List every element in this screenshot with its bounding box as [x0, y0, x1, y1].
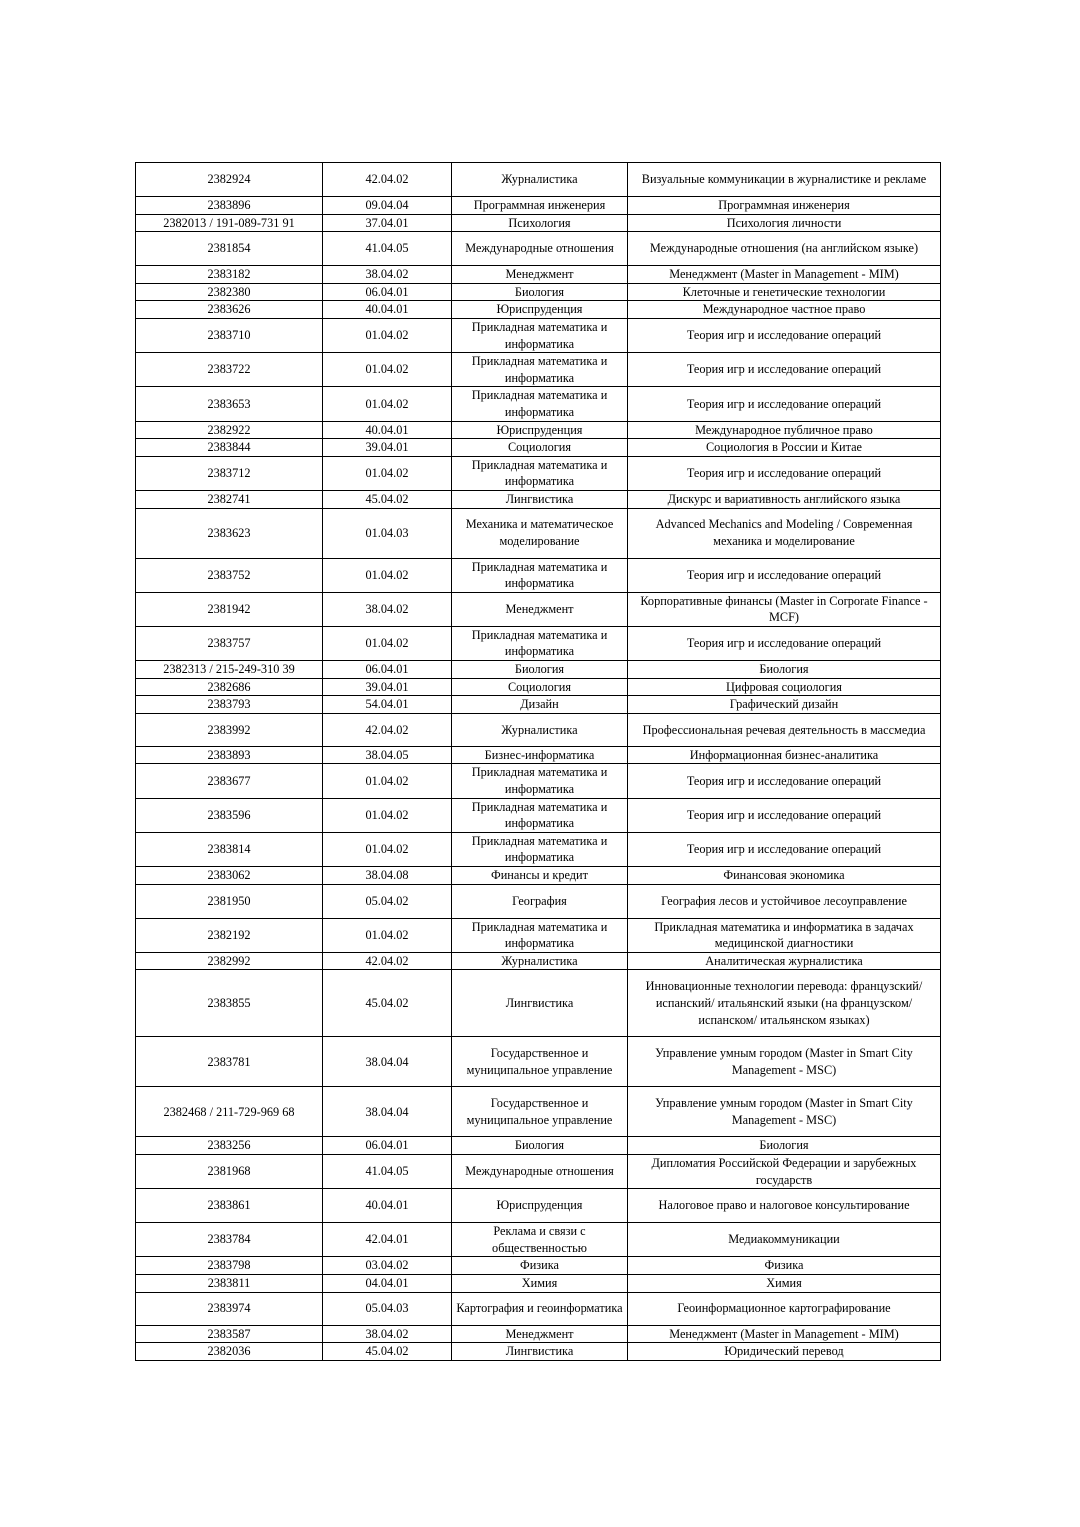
applicant-id-cell: 2382380: [136, 283, 323, 301]
applicant-id-cell: 2383793: [136, 696, 323, 714]
program-code-cell: 38.04.08: [323, 867, 452, 885]
table-row: [136, 456, 941, 490]
applicant-id-cell: 2382013 / 191-089-731 91: [136, 214, 323, 232]
program-code-cell: 40.04.01: [323, 421, 452, 439]
applicant-id-cell: 2382313 / 215-249-310 39: [136, 661, 323, 679]
table-row: [136, 661, 941, 679]
field-of-study-cell: Прикладная математика и информатика: [452, 387, 628, 421]
applicant-id-cell: 2383677: [136, 764, 323, 798]
field-of-study-cell: Международные отношения: [452, 1154, 628, 1188]
program-code-cell: 06.04.01: [323, 661, 452, 679]
program-name-cell: Цифровая социология: [628, 678, 941, 696]
applicant-id-cell: 2381968: [136, 1154, 323, 1188]
table-row: [136, 1087, 941, 1137]
table-row: [136, 387, 941, 421]
field-of-study-cell: Психология: [452, 214, 628, 232]
program-name-cell: Клеточные и генетические технологии: [628, 283, 941, 301]
program-code-cell: 09.04.04: [323, 197, 452, 215]
program-name-cell: Дискурс и вариативность английского языка: [628, 490, 941, 508]
program-code-cell: 01.04.03: [323, 508, 452, 558]
program-code-cell: 37.04.01: [323, 214, 452, 232]
table-row: [136, 1257, 941, 1275]
applicant-id-cell: 2383896: [136, 197, 323, 215]
program-name-cell: Теория игр и исследование операций: [628, 626, 941, 660]
program-name-cell: Финансовая экономика: [628, 867, 941, 885]
field-of-study-cell: Лингвистика: [452, 490, 628, 508]
program-code-cell: 01.04.02: [323, 558, 452, 592]
field-of-study-cell: Государственное и муниципальное управление: [452, 1037, 628, 1087]
table-row: [136, 1343, 941, 1361]
field-of-study-cell: Биология: [452, 283, 628, 301]
program-code-cell: 38.04.04: [323, 1087, 452, 1137]
table-row: [136, 1325, 941, 1343]
applicant-id-cell: 2383722: [136, 353, 323, 387]
program-code-cell: 01.04.02: [323, 456, 452, 490]
program-code-cell: 01.04.02: [323, 832, 452, 866]
table-row: [136, 798, 941, 832]
applicant-id-cell: 2383256: [136, 1137, 323, 1155]
program-code-cell: 04.04.01: [323, 1274, 452, 1292]
program-code-cell: 38.04.04: [323, 1037, 452, 1087]
applicant-id-cell: 2383974: [136, 1292, 323, 1325]
applicant-id-cell: 2383596: [136, 798, 323, 832]
program-code-cell: 01.04.02: [323, 318, 452, 352]
field-of-study-cell: Биология: [452, 661, 628, 679]
applicant-id-cell: 2383814: [136, 832, 323, 866]
applicant-id-cell: 2382992: [136, 952, 323, 970]
table-row: [136, 626, 941, 660]
table-row: [136, 1189, 941, 1223]
applicant-id-cell: 2382036: [136, 1343, 323, 1361]
program-code-cell: 54.04.01: [323, 696, 452, 714]
table-row: [136, 318, 941, 352]
table-row: [136, 163, 941, 197]
applicant-id-cell: 2383710: [136, 318, 323, 352]
table-row: [136, 1292, 941, 1325]
field-of-study-cell: Социология: [452, 439, 628, 457]
field-of-study-cell: Программная инженерия: [452, 197, 628, 215]
field-of-study-cell: Бизнес-информатика: [452, 746, 628, 764]
program-code-cell: 03.04.02: [323, 1257, 452, 1275]
program-code-cell: 38.04.02: [323, 266, 452, 284]
program-name-cell: Дипломатия Российской Федерации и зарубежных государств: [628, 1154, 941, 1188]
program-name-cell: Теория игр и исследование операций: [628, 387, 941, 421]
table-row: [136, 832, 941, 866]
program-name-cell: Advanced Mechanics and Modeling / Современная механика и моделирование: [628, 508, 941, 558]
program-code-cell: 01.04.02: [323, 353, 452, 387]
field-of-study-cell: Механика и математическое моделирование: [452, 508, 628, 558]
applicant-id-cell: 2383844: [136, 439, 323, 457]
field-of-study-cell: Журналистика: [452, 952, 628, 970]
program-name-cell: Информационная бизнес-аналитика: [628, 746, 941, 764]
program-code-cell: 42.04.01: [323, 1223, 452, 1257]
program-name-cell: Теория игр и исследование операций: [628, 456, 941, 490]
field-of-study-cell: Прикладная математика и информатика: [452, 626, 628, 660]
applicant-id-cell: 2383784: [136, 1223, 323, 1257]
program-code-cell: 40.04.01: [323, 301, 452, 319]
program-code-cell: 01.04.02: [323, 626, 452, 660]
program-name-cell: Теория игр и исследование операций: [628, 798, 941, 832]
applicant-id-cell: 2383861: [136, 1189, 323, 1223]
field-of-study-cell: Прикладная математика и информатика: [452, 764, 628, 798]
applicant-id-cell: 2383992: [136, 713, 323, 746]
field-of-study-cell: Юриспруденция: [452, 301, 628, 319]
applicant-id-cell: 2383623: [136, 508, 323, 558]
field-of-study-cell: Менеджмент: [452, 1325, 628, 1343]
table-row: [136, 592, 941, 626]
program-code-cell: 42.04.02: [323, 952, 452, 970]
field-of-study-cell: Прикладная математика и информатика: [452, 918, 628, 952]
program-name-cell: Международные отношения (на английском языке): [628, 232, 941, 266]
program-name-cell: Биология: [628, 1137, 941, 1155]
program-name-cell: Прикладная математика и информатика в задачах медицинской диагностики: [628, 918, 941, 952]
applicant-id-cell: 2383626: [136, 301, 323, 319]
program-name-cell: Теория игр и исследование операций: [628, 764, 941, 798]
program-code-cell: 01.04.02: [323, 764, 452, 798]
applicant-id-cell: 2382686: [136, 678, 323, 696]
applicant-id-cell: 2383062: [136, 867, 323, 885]
field-of-study-cell: Реклама и связи с общественностью: [452, 1223, 628, 1257]
table-row: [136, 1154, 941, 1188]
program-name-cell: Психология личности: [628, 214, 941, 232]
field-of-study-cell: Прикладная математика и информатика: [452, 456, 628, 490]
program-code-cell: 05.04.02: [323, 884, 452, 918]
applicant-id-cell: 2382192: [136, 918, 323, 952]
program-code-cell: 01.04.02: [323, 918, 452, 952]
program-name-cell: Налоговое право и налоговое консультирование: [628, 1189, 941, 1223]
field-of-study-cell: Дизайн: [452, 696, 628, 714]
program-name-cell: Международное публичное право: [628, 421, 941, 439]
field-of-study-cell: Юриспруденция: [452, 421, 628, 439]
table-row: [136, 1274, 941, 1292]
program-name-cell: Теория игр и исследование операций: [628, 353, 941, 387]
table-row: [136, 1223, 941, 1257]
table-row: [136, 696, 941, 714]
field-of-study-cell: Биология: [452, 1137, 628, 1155]
program-name-cell: Управление умным городом (Master in Smart City Management - MSC): [628, 1037, 941, 1087]
field-of-study-cell: Менеджмент: [452, 266, 628, 284]
program-name-cell: Профессиональная речевая деятельность в массмедиа: [628, 713, 941, 746]
applicant-id-cell: 2382741: [136, 490, 323, 508]
program-name-cell: Менеджмент (Master in Management - MIM): [628, 266, 941, 284]
applicant-id-cell: 2383855: [136, 970, 323, 1037]
applicant-id-cell: 2383757: [136, 626, 323, 660]
program-code-cell: 01.04.02: [323, 387, 452, 421]
field-of-study-cell: Химия: [452, 1274, 628, 1292]
field-of-study-cell: Государственное и муниципальное управление: [452, 1087, 628, 1137]
table-row: [136, 197, 941, 215]
applicant-id-cell: 2383893: [136, 746, 323, 764]
program-code-cell: 06.04.01: [323, 283, 452, 301]
program-code-cell: 45.04.02: [323, 1343, 452, 1361]
program-name-cell: Юридический перевод: [628, 1343, 941, 1361]
field-of-study-cell: Картография и геоинформатика: [452, 1292, 628, 1325]
field-of-study-cell: Физика: [452, 1257, 628, 1275]
program-name-cell: Биология: [628, 661, 941, 679]
field-of-study-cell: Журналистика: [452, 163, 628, 197]
table-row: [136, 678, 941, 696]
table-row: [136, 353, 941, 387]
table-row: [136, 1137, 941, 1155]
program-code-cell: 40.04.01: [323, 1189, 452, 1223]
program-name-cell: География лесов и устойчивое лесоуправление: [628, 884, 941, 918]
table-row: [136, 421, 941, 439]
table-row: [136, 918, 941, 952]
table-row: [136, 746, 941, 764]
program-code-cell: 42.04.02: [323, 713, 452, 746]
field-of-study-cell: Журналистика: [452, 713, 628, 746]
program-code-cell: 38.04.02: [323, 1325, 452, 1343]
table-row: [136, 490, 941, 508]
program-code-cell: 45.04.02: [323, 970, 452, 1037]
program-name-cell: Химия: [628, 1274, 941, 1292]
field-of-study-cell: Прикладная математика и информатика: [452, 318, 628, 352]
program-code-cell: 42.04.02: [323, 163, 452, 197]
table-row: [136, 508, 941, 558]
applicant-id-cell: 2381950: [136, 884, 323, 918]
applicant-id-cell: 2383653: [136, 387, 323, 421]
table-row: [136, 1037, 941, 1087]
applicant-id-cell: 2382924: [136, 163, 323, 197]
field-of-study-cell: Менеджмент: [452, 592, 628, 626]
field-of-study-cell: Прикладная математика и информатика: [452, 798, 628, 832]
table-row: [136, 558, 941, 592]
applicant-id-cell: 2382468 / 211-729-969 68: [136, 1087, 323, 1137]
program-name-cell: Управление умным городом (Master in Smart City Management - MSC): [628, 1087, 941, 1137]
table-row: [136, 884, 941, 918]
program-name-cell: Геоинформационное картографирование: [628, 1292, 941, 1325]
field-of-study-cell: Финансы и кредит: [452, 867, 628, 885]
field-of-study-cell: География: [452, 884, 628, 918]
table-row: [136, 214, 941, 232]
field-of-study-cell: Социология: [452, 678, 628, 696]
field-of-study-cell: Прикладная математика и информатика: [452, 832, 628, 866]
table-row: [136, 439, 941, 457]
program-code-cell: 38.04.02: [323, 592, 452, 626]
applicant-id-cell: 2381854: [136, 232, 323, 266]
table-row: [136, 266, 941, 284]
table-row: [136, 713, 941, 746]
applications-table: [135, 162, 941, 1361]
table-row: [136, 301, 941, 319]
program-name-cell: Теория игр и исследование операций: [628, 832, 941, 866]
program-name-cell: Визуальные коммуникации в журналистике и рекламе: [628, 163, 941, 197]
table-body: [136, 163, 941, 1361]
applicant-id-cell: 2383587: [136, 1325, 323, 1343]
program-code-cell: 39.04.01: [323, 439, 452, 457]
field-of-study-cell: Лингвистика: [452, 1343, 628, 1361]
table-row: [136, 867, 941, 885]
program-code-cell: 41.04.05: [323, 1154, 452, 1188]
program-name-cell: Инновационные технологии перевода: французский/ испанский/ итальянский языки (на французском/ испанском/ итальянском языках): [628, 970, 941, 1037]
applicant-id-cell: 2383712: [136, 456, 323, 490]
program-code-cell: 45.04.02: [323, 490, 452, 508]
program-name-cell: Теория игр и исследование операций: [628, 318, 941, 352]
program-name-cell: Корпоративные финансы (Master in Corporate Finance - MCF): [628, 592, 941, 626]
program-code-cell: 41.04.05: [323, 232, 452, 266]
applicant-id-cell: 2383781: [136, 1037, 323, 1087]
program-name-cell: Социология в России и Китае: [628, 439, 941, 457]
table-row: [136, 283, 941, 301]
field-of-study-cell: Международные отношения: [452, 232, 628, 266]
program-name-cell: Графический дизайн: [628, 696, 941, 714]
program-code-cell: 06.04.01: [323, 1137, 452, 1155]
field-of-study-cell: Прикладная математика и информатика: [452, 558, 628, 592]
program-name-cell: Международное частное право: [628, 301, 941, 319]
applicant-id-cell: 2382922: [136, 421, 323, 439]
program-code-cell: 39.04.01: [323, 678, 452, 696]
program-name-cell: Физика: [628, 1257, 941, 1275]
applicant-id-cell: 2383811: [136, 1274, 323, 1292]
applicant-id-cell: 2383798: [136, 1257, 323, 1275]
field-of-study-cell: Лингвистика: [452, 970, 628, 1037]
program-code-cell: 38.04.05: [323, 746, 452, 764]
program-name-cell: Менеджмент (Master in Management - MIM): [628, 1325, 941, 1343]
table-row: [136, 764, 941, 798]
program-name-cell: Теория игр и исследование операций: [628, 558, 941, 592]
program-code-cell: 05.04.03: [323, 1292, 452, 1325]
applicant-id-cell: 2381942: [136, 592, 323, 626]
field-of-study-cell: Прикладная математика и информатика: [452, 353, 628, 387]
applicant-id-cell: 2383752: [136, 558, 323, 592]
program-name-cell: Аналитическая журналистика: [628, 952, 941, 970]
table-row: [136, 970, 941, 1037]
applicant-id-cell: 2383182: [136, 266, 323, 284]
program-code-cell: 01.04.02: [323, 798, 452, 832]
table-row: [136, 952, 941, 970]
table-row: [136, 232, 941, 266]
program-name-cell: Медиакоммуникации: [628, 1223, 941, 1257]
field-of-study-cell: Юриспруденция: [452, 1189, 628, 1223]
program-name-cell: Программная инженерия: [628, 197, 941, 215]
